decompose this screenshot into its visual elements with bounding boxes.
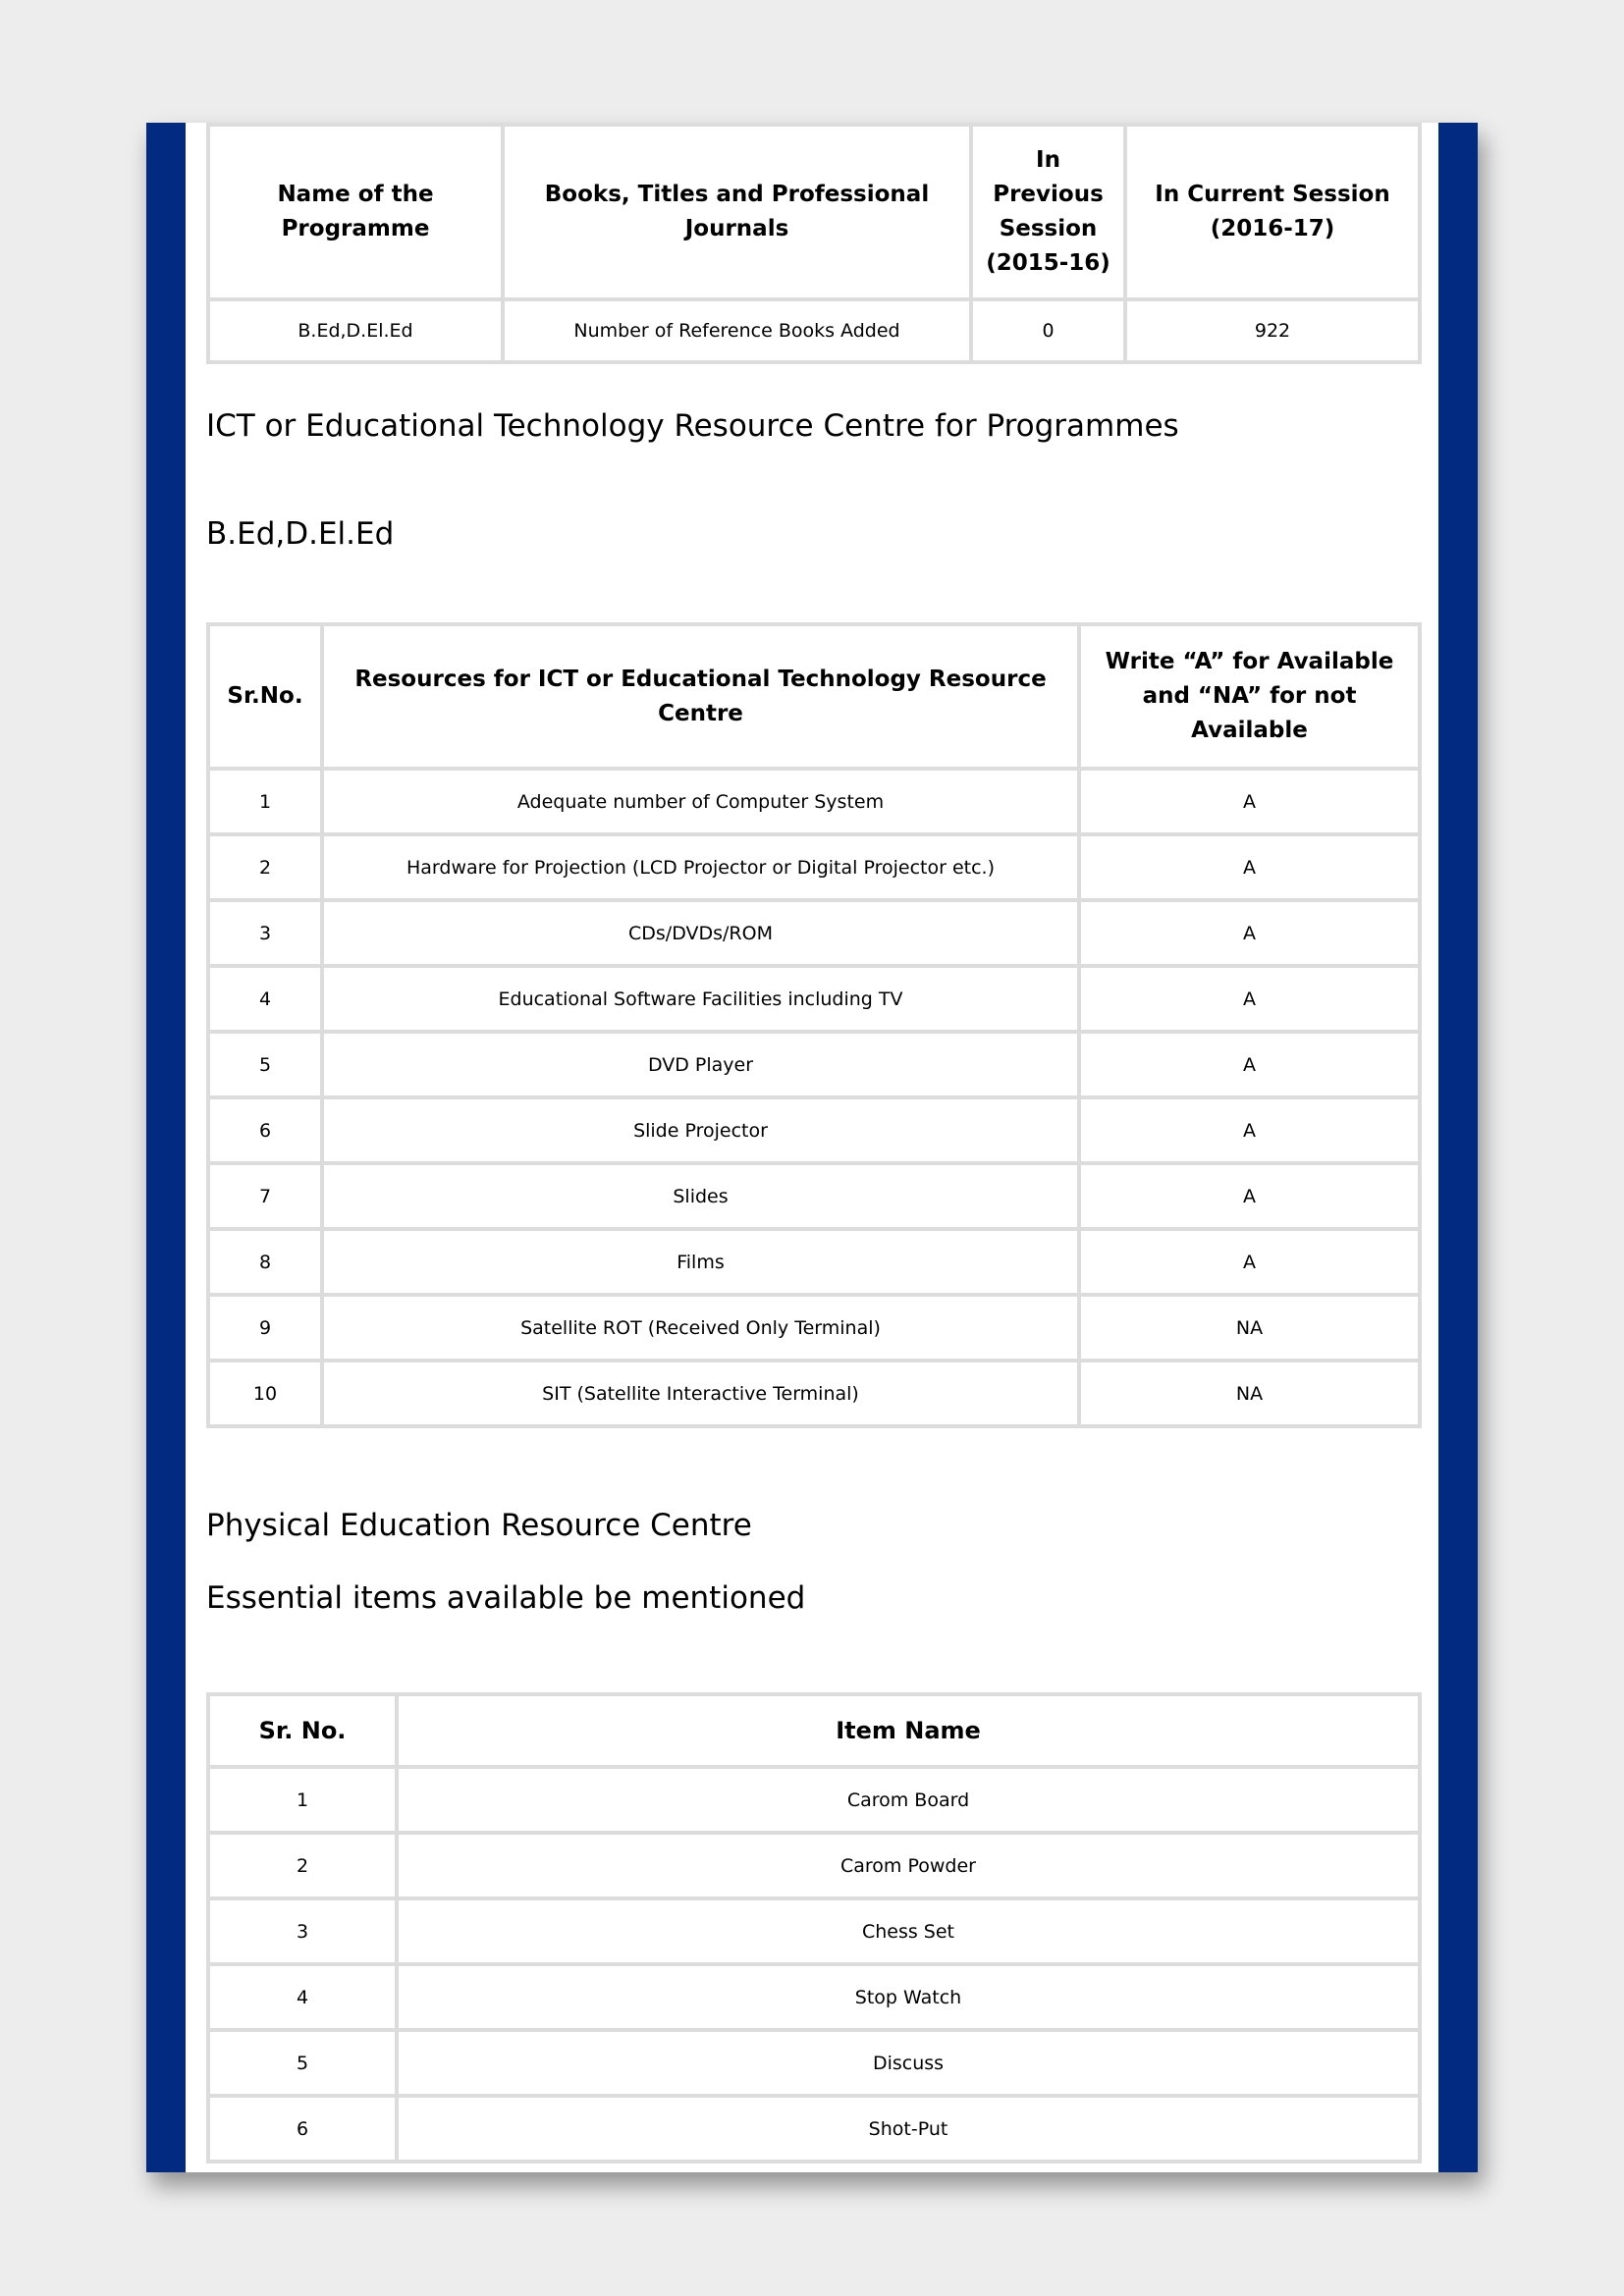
table-row bbox=[208, 2096, 1420, 2162]
table-cell: Shot-Put bbox=[397, 2096, 1420, 2162]
table-cell: 2 bbox=[208, 1833, 397, 1898]
table-cell: 5 bbox=[208, 2030, 397, 2096]
physical-education-heading: Physical Education Resource Centre bbox=[206, 1508, 752, 1543]
document-page bbox=[146, 123, 1478, 2172]
table-row bbox=[208, 1767, 1420, 1833]
table-cell: A bbox=[1079, 1032, 1420, 1097]
table-row bbox=[208, 1032, 1420, 1097]
table-cell: 922 bbox=[1125, 299, 1420, 362]
table-cell: 10 bbox=[208, 1361, 322, 1426]
table-row bbox=[208, 769, 1420, 834]
table-header-row bbox=[208, 1694, 1420, 1767]
table-cell: NA bbox=[1079, 1361, 1420, 1426]
column-header: Resources for ICT or Educational Technology Resource Centre bbox=[322, 624, 1079, 769]
table-header-row bbox=[208, 125, 1420, 299]
books-journals-table bbox=[206, 123, 1422, 364]
ict-section-heading: ICT or Educational Technology Resource Centre for Programmes bbox=[206, 408, 1179, 444]
essential-items-heading: Essential items available be mentioned bbox=[206, 1580, 806, 1616]
table-cell: A bbox=[1079, 834, 1420, 900]
table-cell: 4 bbox=[208, 1964, 397, 2030]
table-cell: 1 bbox=[208, 769, 322, 834]
table-cell: 0 bbox=[971, 299, 1125, 362]
table-cell: A bbox=[1079, 1163, 1420, 1229]
column-header: In Current Session (2016-17) bbox=[1125, 125, 1420, 299]
table-cell: Carom Board bbox=[397, 1767, 1420, 1833]
table-cell: Stop Watch bbox=[397, 1964, 1420, 2030]
table-row bbox=[208, 1097, 1420, 1163]
table-row bbox=[208, 1229, 1420, 1295]
table-cell: A bbox=[1079, 900, 1420, 966]
column-header: Books, Titles and Professional Journals bbox=[503, 125, 971, 299]
table-cell: 4 bbox=[208, 966, 322, 1032]
left-accent-bar bbox=[146, 123, 186, 2172]
table-cell: 6 bbox=[208, 2096, 397, 2162]
table-row bbox=[208, 1833, 1420, 1898]
table-cell: Slides bbox=[322, 1163, 1079, 1229]
column-header: Write “A” for Available and “NA” for not Available bbox=[1079, 624, 1420, 769]
table-cell: DVD Player bbox=[322, 1032, 1079, 1097]
table-cell: A bbox=[1079, 966, 1420, 1032]
table-cell: Films bbox=[322, 1229, 1079, 1295]
column-header: Sr.No. bbox=[208, 624, 322, 769]
column-header: In Previous Session (2015-16) bbox=[971, 125, 1125, 299]
table-cell: 9 bbox=[208, 1295, 322, 1361]
table-cell: 6 bbox=[208, 1097, 322, 1163]
table-cell: A bbox=[1079, 769, 1420, 834]
ict-resources-table bbox=[206, 622, 1422, 1428]
table-row bbox=[208, 1898, 1420, 1964]
physical-education-items-table bbox=[206, 1692, 1422, 2163]
column-header: Name of the Programme bbox=[208, 125, 503, 299]
table-cell: Number of Reference Books Added bbox=[503, 299, 971, 362]
table-cell: Adequate number of Computer System bbox=[322, 769, 1079, 834]
table-cell: 8 bbox=[208, 1229, 322, 1295]
table-cell: 3 bbox=[208, 900, 322, 966]
table-cell: 3 bbox=[208, 1898, 397, 1964]
table-cell: Chess Set bbox=[397, 1898, 1420, 1964]
table-row bbox=[208, 1964, 1420, 2030]
table-row bbox=[208, 1163, 1420, 1229]
table-row bbox=[208, 1361, 1420, 1426]
table-cell: Satellite ROT (Received Only Terminal) bbox=[322, 1295, 1079, 1361]
table-row bbox=[208, 2030, 1420, 2096]
document-content bbox=[206, 123, 1418, 2163]
table-cell: 5 bbox=[208, 1032, 322, 1097]
table-cell: Discuss bbox=[397, 2030, 1420, 2096]
table-row bbox=[208, 1295, 1420, 1361]
table-row bbox=[208, 834, 1420, 900]
table-cell: A bbox=[1079, 1229, 1420, 1295]
programme-heading: B.Ed,D.El.Ed bbox=[206, 516, 395, 552]
right-accent-bar bbox=[1438, 123, 1478, 2172]
table-row bbox=[208, 299, 1420, 362]
table-cell: NA bbox=[1079, 1295, 1420, 1361]
table-row bbox=[208, 900, 1420, 966]
table-cell: Hardware for Projection (LCD Projector or Digital Projector etc.) bbox=[322, 834, 1079, 900]
table-cell: 1 bbox=[208, 1767, 397, 1833]
table-cell: Educational Software Facilities including TV bbox=[322, 966, 1079, 1032]
table-header-row bbox=[208, 624, 1420, 769]
column-header: Sr. No. bbox=[208, 1694, 397, 1767]
table-cell: 7 bbox=[208, 1163, 322, 1229]
table-cell: B.Ed,D.El.Ed bbox=[208, 299, 503, 362]
table-cell: A bbox=[1079, 1097, 1420, 1163]
table-cell: CDs/DVDs/ROM bbox=[322, 900, 1079, 966]
table-cell: SIT (Satellite Interactive Terminal) bbox=[322, 1361, 1079, 1426]
table-cell: 2 bbox=[208, 834, 322, 900]
column-header: Item Name bbox=[397, 1694, 1420, 1767]
table-cell: Slide Projector bbox=[322, 1097, 1079, 1163]
table-row bbox=[208, 966, 1420, 1032]
table-cell: Carom Powder bbox=[397, 1833, 1420, 1898]
